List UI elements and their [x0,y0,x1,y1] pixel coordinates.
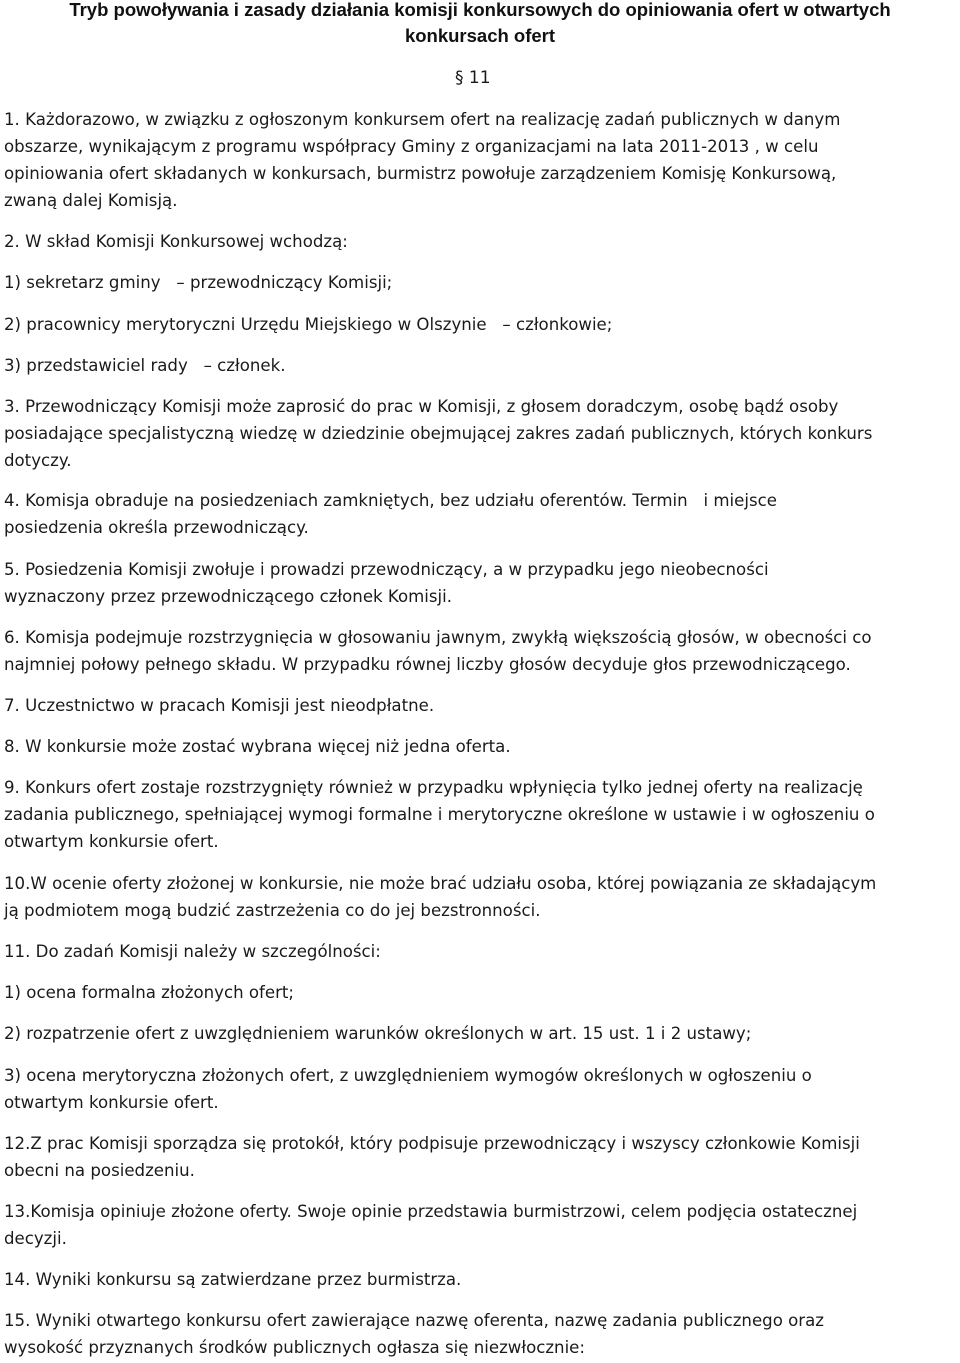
paragraph [4,311,959,338]
paragraph [4,1020,959,1047]
paragraph-line: otwartym konkursie ofert. [4,832,219,851]
paragraph [4,979,959,1006]
paragraph [4,269,959,296]
paragraph-line: 13.Komisja opiniuje złożone oferty. Swoje opinie przedstawia burmistrzowi, celem podjęcia ostatecznej [4,1202,858,1221]
paragraph [4,774,959,855]
paragraph-line: zadania publicznego, spełniającej wymogi formalne i merytoryczne określone w ustawie i w ogłoszeniu o [4,805,875,824]
paragraph-line: 7. Uczestnictwo w pracach Komisji jest nieodpłatne. [4,696,435,715]
paragraph [4,1198,959,1252]
paragraph-line: 14. Wyniki konkursu są zatwierdzane przez burmistrza. [4,1270,462,1289]
paragraph-line: dotyczy. [4,451,72,470]
paragraph-line: 8. W konkursie może zostać wybrana więcej niż jedna oferta. [4,737,511,756]
paragraph-line: 6. Komisja podejmuje rozstrzygnięcia w głosowaniu jawnym, zwykłą większością głosów, w obecności co [4,628,872,647]
paragraph-line: 12.Z prac Komisji sporządza się protokół, który podpisuje przewodniczący i wszyscy członkowie Komisji [4,1134,860,1153]
paragraph-line: opiniowania ofert składanych w konkursach, burmistrz powołuje zarządzeniem Komisję Konkursową, [4,164,837,183]
paragraph-line: 3) ocena merytoryczna złożonych ofert, z uwzględnieniem wymogów określonych w ogłoszeniu o [4,1066,812,1085]
paragraph-line: 1) ocena formalna złożonych ofert; [4,983,294,1002]
paragraph-line: 1) sekretarz gminy – przewodniczący Komisji; [4,273,393,292]
paragraph-line: 15. Wyniki otwartego konkursu ofert zawierające nazwę oferenta, nazwę zadania publicznego oraz [4,1311,824,1330]
paragraph-line: 2. W skład Komisji Konkursowej wchodzą: [4,232,348,251]
paragraph [4,228,959,255]
paragraph [4,487,959,541]
paragraph [4,393,959,474]
paragraph-line: 2) pracownicy merytoryczni Urzędu Miejskiego w Olszynie – członkowie; [4,315,613,334]
paragraph-line: najmniej połowy pełnego składu. W przypadku równej liczby głosów decyduje głos przewodniczącego. [4,655,851,674]
document-title-line-2: konkursach ofert [404,25,556,46]
paragraph-line: decyzji. [4,1229,67,1248]
paragraph-line: ją podmiotem mogą budzić zastrzeżenia co do jej bezstronności. [4,901,541,920]
paragraph-line: obecni na posiedzeniu. [4,1161,195,1180]
document-title-line-1: Tryb powoływania i zasady działania komisji konkursowych do opiniowania ofert w otwartych [69,0,891,20]
paragraph [4,106,959,214]
paragraph [4,692,959,719]
paragraph-line: 5. Posiedzenia Komisji zwołuje i prowadzi przewodniczący, a w przypadku jego nieobecności [4,560,769,579]
paragraph-line: 3. Przewodniczący Komisji może zaprosić do prac w Komisji, z głosem doradczym, osobę bądź osoby [4,397,839,416]
paragraph-line: obszarze, wynikającym z programu współpracy Gminy z organizacjami na lata 2011-2013 , w celu [4,137,819,156]
paragraph [4,1130,959,1184]
paragraph [4,1062,959,1116]
section-number: § 11 [455,68,491,88]
paragraph-line: wysokość przyznanych środków publicznych ogłasza się niezwłocznie: [4,1338,585,1357]
paragraph-line: 11. Do zadań Komisji należy w szczególności: [4,942,381,961]
paragraph-line: 1. Każdorazowo, w związku z ogłoszonym konkursem ofert na realizację zadań publicznych w danym [4,110,841,129]
paragraph [4,870,959,924]
paragraph [4,1307,959,1361]
paragraph-line: 10.W ocenie oferty złożonej w konkursie, nie może brać udziału osoba, której powiązania ze składającym [4,874,877,893]
paragraph [4,1266,959,1293]
paragraph-line: zwaną dalej Komisją. [4,191,178,210]
paragraph [4,556,959,610]
paragraph [4,733,959,760]
paragraph [4,624,959,678]
paragraph-line: 9. Konkurs ofert zostaje rozstrzygnięty również w przypadku wpłynięcia tylko jednej oferty na realizację [4,778,863,797]
paragraph [4,938,959,965]
paragraph-line: otwartym konkursie ofert. [4,1093,219,1112]
paragraph-line: posiedzenia określa przewodniczący. [4,518,309,537]
paragraph-line: 2) rozpatrzenie ofert z uwzględnieniem warunków określonych w art. 15 ust. 1 i 2 ustawy; [4,1024,752,1043]
paragraph [4,352,959,379]
paragraph-line: wyznaczony przez przewodniczącego członek Komisji. [4,587,453,606]
paragraph-line: 3) przedstawiciel rady – członek. [4,356,286,375]
paragraph-line: 4. Komisja obraduje na posiedzeniach zamkniętych, bez udziału oferentów. Termin i miejsce [4,491,777,510]
paragraph-line: posiadające specjalistyczną wiedzę w dziedzinie obejmującej zakres zadań publicznych, których konkurs [4,424,873,443]
